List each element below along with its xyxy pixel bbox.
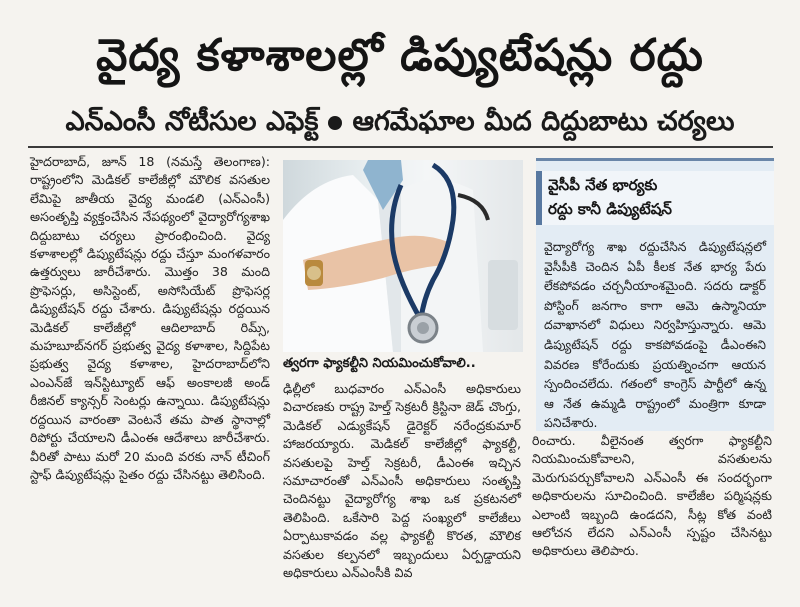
sidebar-title-line1: వైసీపీ నేత భార్యకు [548,176,658,194]
stethoscope-illustration [283,160,523,352]
photo-caption: త్వరగా ఫ్యాకల్టీని నియమించుకోవాలి.. [283,356,476,371]
article-column-3 [532,432,772,561]
sidebar-title-line2: రద్దు కానీ డిప్యుటేషన్ [548,200,672,218]
headline-divider [28,146,773,148]
article-column-2 [283,380,521,582]
subhead-right: ఆగమేఘాల మీద దిద్దుబాటు చర్యలు [352,106,735,137]
column-3-text: రించారు. వీలైనంత త్వరగా ఫ్యాకల్టీని నియమించుకోవాలని, వసతులను మెరుగుపర్చుకోవాలని ఎన్‌ఎంసీ ఈ సందర్భంగా అధికారులను సూచించింది. కాలేజీల పర్మిషన్లకు ఎలాంటి ఇబ్బంది ఉండదని, సీట్ల కోత వంటి ఆలోచన లేదని ఎన్‌ఎంసీ స్పష్టం చేసినట్టు అధికారులు తెలిపారు. [532,433,772,559]
article-subhead [0,104,800,140]
column-2-text: ఢిల్లీలో బుధవారం ఎన్‌ఎంసీ అధికారులు విచారణకు రాష్ట్ర హెల్త్ సెక్రటరీ క్రిస్టినా జెడ్ చొంగ్తు, మెడికల్ ఎడ్యుకేషన్ డైరెక్టర్ నరేంద్రకుమార్ హాజరయ్యారు. మెడికల్ కాలేజీల్లో ఫ్యాకల్టీ, వసతులపై హెల్త్ సెక్రటరీ, డీఎంఈ ఇచ్చిన సమాచారంతో ఎన్‌ఎంసీ అధికారులు సంతృప్తి చెందినట్టు వైద్యారోగ్య శాఖ ఒక ప్రకటనలో తెలిపింది. ఒకేసారి పెద్ద సంఖ్యలో కాలేజీలు ఏర్పాటుకావడం వల్ల ఫ్యాకల్టీ కొరత, మౌలిక వసతుల కల్పనలో ఇబ్బందులు ఏర్పడ్డాయని అధికారులు ఎన్‌ఎంసీకి వివ [283,381,521,581]
sidebar-box [536,158,774,431]
sidebar-body: వైద్యారోగ్య శాఖ రద్దుచేసిన డిప్యుటేషన్లలో వైసీపీకి చెందిన ఏపీ కీలక నేత భార్య పేరు లేకపోవడం చర్చనీయాంశమైంది. సదరు డాక్టర్ పోస్టింగ్ జనగాం కాగా ఆమె ఉస్మానియా దవాఖానలో విధులు నిర్వహిస్తున్నారు. ఆమె డిప్యుటేషన్ రద్దు కాకపోవడంపై డీఎంఈని వివరణ కోరేందుకు ప్రయత్నించగా ఆయన స్పందించలేదు. గతంలో కాంగ్రెస్ పార్టీలో ఉన్న ఆ నేత ఉమ్మడి రాష్ట్రంలో మంత్రిగా కూడా పనిచేశారు. [544,239,766,431]
sidebar-heading [536,171,774,225]
bullet-icon [328,116,342,130]
doctor-stethoscope-photo [283,160,523,352]
article-column-1 [30,153,270,484]
article-headline: వైద్య కళాశాలల్లో డిప్యుటేషన్లు రద్దు [96,30,704,81]
column-1-text: హైదరాబాద్, జూన్ 18 (నమస్తే తెలంగాణ): రాష్ట్రంలోని మెడికల్ కాలేజీల్లో మౌలిక వసతుల లేమిపై జాతీయ వైద్య మండలి (ఎన్‌ఎంసీ) అసంతృప్తి వ్యక్తంచేసిన నేపథ్యంలో వైద్యారోగ్యశాఖ దిద్దుబాటు చర్యలు ప్రారంభించింది. వైద్య కళాశాలల్లో డిప్యుటేషన్లు రద్దు చేస్తూ మంగళవారం ఉత్తర్వులు జారీచేశారు. మొత్తం 38 మంది ప్రొఫెసర్లు, అసిస్టెంట్, అసోసియేట్ ప్రొఫెసర్ల డిప్యుటేషన్ రద్దు చేశారు. డిప్యుటేషన్లు రద్దయిన మెడికల్ కాలేజీల్లో ఆదిలాబాద్ రిమ్స్, మహబూబ్‌నగర్ ప్రభుత్వ వైద్య కళాశాల, సిద్దిపేట ప్రభుత్వ వైద్య కళాశాల, హైదరాబాద్‌లోని ఎంఎన్‌జే ఇన్‌స్టిట్యూట్ ఆఫ్ అంకాలజీ అండ్ రీజినల్ క్యాన్సర్ సెంటర్లు ఉన్నాయి. డిప్యుటేషన్లు రద్దయిన వారంతా వెంటనే తమ పాత స్థానాల్లో రిపోర్టు చేయాలని డీఎంఈ ఆదేశాలు జారీచేశారు. వీరితో పాటు మరో 20 మంది వరకు నాన్ టీచింగ్ స్టాఫ్ డిప్యుటేషన్లు సైతం రద్దు చేసినట్టు తెలిసింది. [30,154,270,482]
subhead-left: ఎన్‌ఎంసీ నోటీసుల ఎఫెక్ట్ [65,106,319,137]
